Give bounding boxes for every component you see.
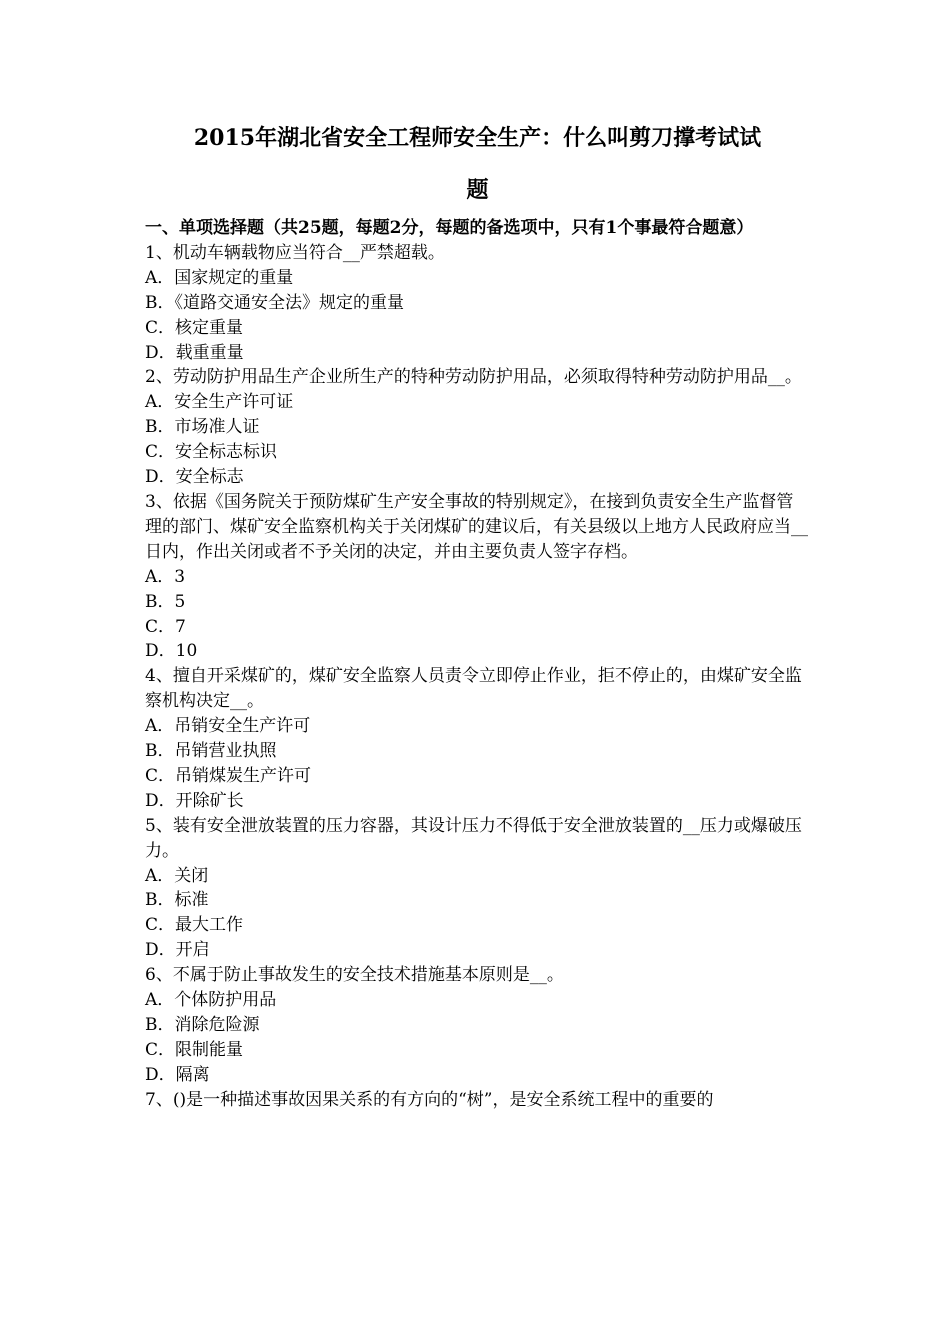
option-d: D．安全标志 <box>145 467 244 488</box>
question-7 <box>145 1088 810 1113</box>
option-b: B．市场准人证 <box>145 417 260 438</box>
option-b: B．标准 <box>145 890 209 911</box>
option-a: A．3 <box>145 566 186 587</box>
option-d: D．开除矿长 <box>145 790 244 811</box>
document-title <box>145 112 810 216</box>
option-c: C．安全标志标识 <box>145 442 278 463</box>
option-a: A．关闭 <box>145 865 209 886</box>
title-line-2: 题 <box>466 177 489 203</box>
question-1 <box>145 241 810 366</box>
option-c: C．最大工作 <box>145 915 244 936</box>
question-3 <box>145 490 810 664</box>
question-5 <box>145 814 810 963</box>
question-stem: 4、擅自开采煤矿的，煤矿安全监察人员责令立即停止作业，拒不停止的，由煤矿安全监察机构决定__。 <box>145 666 802 712</box>
option-d: D．10 <box>145 641 198 662</box>
option-b: B．《道路交通安全法》规定的重量 <box>145 292 404 313</box>
document-body <box>145 216 810 1113</box>
option-b: B．5 <box>145 591 186 612</box>
option-b: B．吊销营业执照 <box>145 741 277 762</box>
question-stem: 5、装有安全泄放装置的压力容器，其设计压力不得低于安全泄放装置的__压力或爆破压力。 <box>145 815 802 861</box>
question-stem: 3、依据《国务院关于预防煤矿生产安全事故的特别规定》，在接到负责安全生产监督管理的部门、煤矿安全监察机构关于关闭煤矿的建议后，有关县级以上地方人民政府应当__日内，作出关闭或者不予关闭的决定，并由主要负责人签字存档。 <box>145 491 808 562</box>
option-d: D．开启 <box>145 940 210 961</box>
question-stem: 7、()是一种描述事故因果关系的有方向的“树”，是安全系统工程中的重要的 <box>145 1089 714 1110</box>
question-6 <box>145 963 810 1088</box>
option-d: D．载重重量 <box>145 342 244 363</box>
title-line-1: 2015年湖北省安全工程师安全生产：什么叫剪刀撑考试试 <box>193 125 762 151</box>
option-c: C．7 <box>145 616 186 637</box>
option-d: D．隔离 <box>145 1064 210 1085</box>
question-stem: 6、不属于防止事故发生的安全技术措施基本原则是__。 <box>145 965 564 986</box>
option-c: C．限制能量 <box>145 1039 244 1060</box>
section-heading: 一、单项选择题（共25题，每题2分，每题的备选项中，只有1个事最符合题意） <box>145 218 754 238</box>
option-a: A．吊销安全生产许可 <box>145 716 311 737</box>
question-stem: 2、劳动防护用品生产企业所生产的特种劳动防护用品，必须取得特种劳动防护用品__。 <box>145 367 802 388</box>
question-2 <box>145 365 810 490</box>
option-c: C．核定重量 <box>145 317 244 338</box>
option-a: A．国家规定的重量 <box>145 267 294 288</box>
option-a: A．安全生产许可证 <box>145 392 294 413</box>
option-c: C．吊销煤炭生产许可 <box>145 765 312 786</box>
question-stem: 1、机动车辆载物应当符合__严禁超载。 <box>145 242 445 263</box>
option-a: A．个体防护用品 <box>145 990 277 1011</box>
option-b: B．消除危险源 <box>145 1015 260 1035</box>
question-4 <box>145 664 810 813</box>
